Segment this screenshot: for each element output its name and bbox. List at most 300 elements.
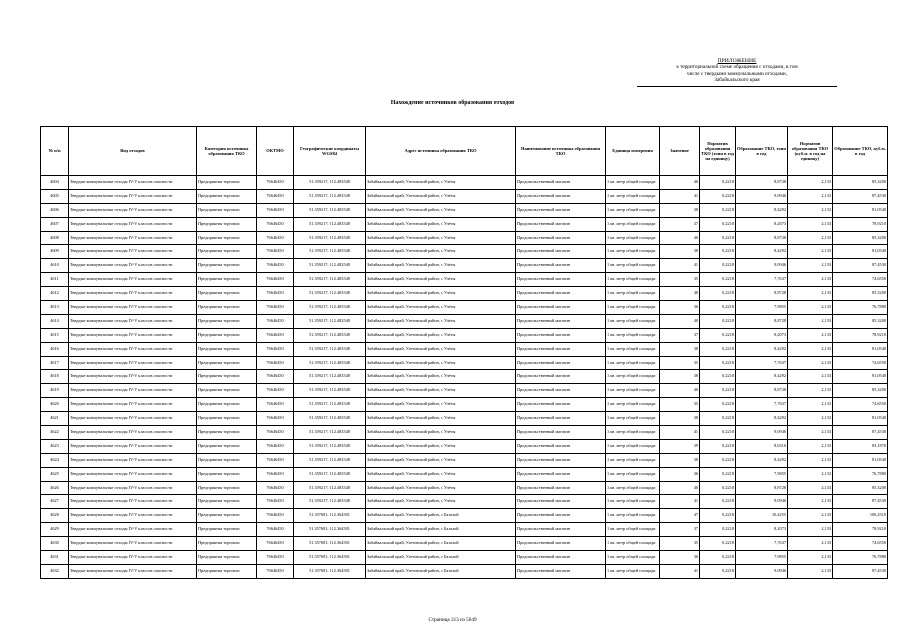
cell-norm-m3: 2,133 xyxy=(788,384,833,398)
cell-unit: 1 кв. метр общей площади xyxy=(606,217,660,231)
cell-value: 37 xyxy=(660,328,700,342)
cell-address: Забайкальский край, Улетовский район, с Бальзой xyxy=(366,551,516,565)
cell-norm-m3: 2,133 xyxy=(788,287,833,301)
cell-num: 4630 xyxy=(41,537,69,551)
cell-m3-year: 81,0540 xyxy=(833,203,888,217)
appendix-line: числе с твердыми коммунальными отходами, xyxy=(686,70,787,77)
cell-oktmo: 76646450 xyxy=(257,523,294,537)
cell-m3-year: 76,7880 xyxy=(833,551,888,565)
cell-unit: 1 кв. метр общей площади xyxy=(606,328,660,342)
cell-num: 4622 xyxy=(41,426,69,440)
cell-oktmo: 76646450 xyxy=(257,342,294,356)
cell-norm-tons: 0,2218 xyxy=(700,370,736,384)
cell-oktmo: 76646450 xyxy=(257,259,294,273)
cell-source-name: Продовольственный магазин xyxy=(516,537,606,551)
cell-source-name: Продовольственный магазин xyxy=(516,426,606,440)
cell-num: 4615 xyxy=(41,328,69,342)
cell-value: 40 xyxy=(660,176,700,190)
cell-oktmo: 76646450 xyxy=(257,551,294,565)
cell-source-name: Продовольственный магазин xyxy=(516,398,606,412)
appendix-block xyxy=(637,58,837,87)
cell-category: Предприятия торговли xyxy=(197,176,257,190)
cell-waste-type: Твердые коммунальные отходы IV-V классов опасности xyxy=(69,564,197,578)
cell-value: 36 xyxy=(660,467,700,481)
table-row xyxy=(41,398,888,412)
cell-waste-type: Твердые коммунальные отходы IV-V классов опасности xyxy=(69,426,197,440)
appendix-title: ПРИЛОЖЕНИЕ xyxy=(717,58,757,64)
cell-coordinates: 51.359217; 112.483548 xyxy=(294,342,366,356)
cell-value: 38 xyxy=(660,370,700,384)
table-row xyxy=(41,259,888,273)
cell-waste-type: Твердые коммунальные отходы IV-V классов опасности xyxy=(69,328,197,342)
cell-m3-year: 81,0540 xyxy=(833,412,888,426)
cell-oktmo: 76646450 xyxy=(257,189,294,203)
cell-source-name: Продовольственный магазин xyxy=(516,412,606,426)
cell-category: Предприятия торговли xyxy=(197,523,257,537)
cell-source-name: Продовольственный магазин xyxy=(516,453,606,467)
table-row xyxy=(41,273,888,287)
cell-waste-type: Твердые коммунальные отходы IV-V классов опасности xyxy=(69,453,197,467)
cell-num: 4617 xyxy=(41,356,69,370)
cell-oktmo: 76646450 xyxy=(257,314,294,328)
table-row xyxy=(41,523,888,537)
cell-m3-year: 87,4530 xyxy=(833,495,888,509)
cell-coordinates: 51.359217; 112.483548 xyxy=(294,439,366,453)
cell-oktmo: 76646450 xyxy=(257,481,294,495)
cell-value: 38 xyxy=(660,453,700,467)
cell-unit: 1 кв. метр общей площади xyxy=(606,453,660,467)
cell-m3-year: 87,4530 xyxy=(833,189,888,203)
cell-tons-year: 8,4292 xyxy=(736,412,788,426)
cell-num: 4628 xyxy=(41,509,69,523)
cell-num: 4620 xyxy=(41,398,69,412)
cell-num: 4616 xyxy=(41,342,69,356)
cell-norm-m3: 2,133 xyxy=(788,328,833,342)
sources-table xyxy=(40,126,888,579)
cell-source-name: Продовольственный магазин xyxy=(516,509,606,523)
cell-norm-tons: 0,2218 xyxy=(700,523,736,537)
cell-value: 40 xyxy=(660,314,700,328)
cell-source-name: Продовольственный магазин xyxy=(516,176,606,190)
cell-value: 40 xyxy=(660,287,700,301)
cell-unit: 1 кв. метр общей площади xyxy=(606,426,660,440)
cell-address: Забайкальский край, Улетовский район, с Улёты xyxy=(366,314,516,328)
cell-coordinates: 51.359217; 112.483548 xyxy=(294,231,366,245)
cell-m3-year: 85,3200 xyxy=(833,384,888,398)
cell-norm-tons: 0,2218 xyxy=(700,384,736,398)
cell-source-name: Продовольственный магазин xyxy=(516,384,606,398)
table-row xyxy=(41,314,888,328)
cell-category: Предприятия торговли xyxy=(197,509,257,523)
cell-norm-m3: 2,133 xyxy=(788,467,833,481)
cell-m3-year: 85,3200 xyxy=(833,314,888,328)
cell-tons-year: 7,9855 xyxy=(736,301,788,315)
cell-waste-type: Твердые коммунальные отходы IV-V классов опасности xyxy=(69,551,197,565)
table-row xyxy=(41,384,888,398)
cell-coordinates: 51.359217; 112.483548 xyxy=(294,328,366,342)
cell-m3-year: 74,6550 xyxy=(833,356,888,370)
cell-source-name: Продовольственный магазин xyxy=(516,439,606,453)
cell-norm-tons: 0,2218 xyxy=(700,176,736,190)
cell-waste-type: Твердые коммунальные отходы IV-V классов опасности xyxy=(69,176,197,190)
cell-waste-type: Твердые коммунальные отходы IV-V классов опасности xyxy=(69,342,197,356)
cell-source-name: Продовольственный магазин xyxy=(516,203,606,217)
cell-tons-year: 9,0946 xyxy=(736,426,788,440)
cell-norm-tons: 0,2218 xyxy=(700,564,736,578)
cell-unit: 1 кв. метр общей площади xyxy=(606,495,660,509)
cell-address: Забайкальский край, Улетовский район, с Улёты xyxy=(366,273,516,287)
cell-tons-year: 7,9855 xyxy=(736,551,788,565)
cell-oktmo: 76646450 xyxy=(257,509,294,523)
table-row xyxy=(41,467,888,481)
cell-source-name: Продовольственный магазин xyxy=(516,231,606,245)
cell-num: 4610 xyxy=(41,259,69,273)
cell-num: 4607 xyxy=(41,217,69,231)
cell-tons-year: 7,7637 xyxy=(736,537,788,551)
cell-tons-year: 8,4292 xyxy=(736,245,788,259)
cell-norm-tons: 0,2218 xyxy=(700,314,736,328)
cell-address: Забайкальский край, Улетовский район, с Улёты xyxy=(366,189,516,203)
cell-num: 4618 xyxy=(41,370,69,384)
cell-waste-type: Твердые коммунальные отходы IV-V классов опасности xyxy=(69,273,197,287)
table-row xyxy=(41,551,888,565)
cell-m3-year: 87,4530 xyxy=(833,259,888,273)
cell-unit: 1 кв. метр общей площади xyxy=(606,481,660,495)
cell-value: 41 xyxy=(660,564,700,578)
cell-unit: 1 кв. метр общей площади xyxy=(606,273,660,287)
cell-m3-year: 76,7880 xyxy=(833,301,888,315)
header-oktmo: ОКТМО xyxy=(257,127,294,176)
cell-norm-tons: 0,2218 xyxy=(700,287,736,301)
cell-source-name: Продовольственный магазин xyxy=(516,495,606,509)
cell-norm-tons: 0,2218 xyxy=(700,342,736,356)
cell-coordinates: 51.359217; 112.483548 xyxy=(294,398,366,412)
cell-num: 4623 xyxy=(41,439,69,453)
cell-value: 41 xyxy=(660,189,700,203)
cell-waste-type: Твердые коммунальные отходы IV-V классов опасности xyxy=(69,509,197,523)
cell-norm-tons: 0,2218 xyxy=(700,301,736,315)
cell-norm-m3: 2,133 xyxy=(788,495,833,509)
cell-num: 4614 xyxy=(41,314,69,328)
cell-norm-tons: 0,2218 xyxy=(700,356,736,370)
cell-norm-m3: 2,133 xyxy=(788,509,833,523)
cell-unit: 1 кв. метр общей площади xyxy=(606,245,660,259)
cell-value: 40 xyxy=(660,231,700,245)
cell-coordinates: 51.359217; 112.483548 xyxy=(294,370,366,384)
cell-num: 4606 xyxy=(41,203,69,217)
cell-category: Предприятия торговли xyxy=(197,203,257,217)
cell-unit: 1 кв. метр общей площади xyxy=(606,537,660,551)
cell-waste-type: Твердые коммунальные отходы IV-V классов опасности xyxy=(69,287,197,301)
cell-category: Предприятия торговли xyxy=(197,398,257,412)
cell-m3-year: 83,1870 xyxy=(833,439,888,453)
cell-unit: 1 кв. метр общей площади xyxy=(606,301,660,315)
cell-norm-m3: 2,133 xyxy=(788,453,833,467)
cell-norm-tons: 0,2218 xyxy=(700,537,736,551)
cell-num: 4619 xyxy=(41,384,69,398)
cell-value: 37 xyxy=(660,217,700,231)
cell-num: 4608 xyxy=(41,231,69,245)
cell-tons-year: 8,8728 xyxy=(736,176,788,190)
header-unit: Единица измерения xyxy=(606,127,660,176)
cell-address: Забайкальский край, Улетовский район, с Улёты xyxy=(366,259,516,273)
cell-unit: 1 кв. метр общей площади xyxy=(606,314,660,328)
cell-value: 41 xyxy=(660,495,700,509)
cell-m3-year: 78,9210 xyxy=(833,217,888,231)
cell-unit: 1 кв. метр общей площади xyxy=(606,384,660,398)
cell-address: Забайкальский край, Улетовский район, с Улёты xyxy=(366,176,516,190)
table-row xyxy=(41,217,888,231)
cell-tons-year: 8,4292 xyxy=(736,342,788,356)
cell-address: Забайкальский край, Улетовский район, с Улёты xyxy=(366,453,516,467)
cell-norm-m3: 2,133 xyxy=(788,426,833,440)
cell-coordinates: 51.359217; 112.483548 xyxy=(294,426,366,440)
header-value: Значение xyxy=(660,127,700,176)
cell-address: Забайкальский край, Улетовский район, с Бальзой xyxy=(366,564,516,578)
table-row xyxy=(41,453,888,467)
cell-oktmo: 76646450 xyxy=(257,176,294,190)
cell-waste-type: Твердые коммунальные отходы IV-V классов опасности xyxy=(69,537,197,551)
table-header-row xyxy=(41,127,888,176)
cell-coordinates: 51.359217; 112.483548 xyxy=(294,481,366,495)
cell-m3-year: 74,6550 xyxy=(833,398,888,412)
cell-coordinates: 51.359217; 112.483548 xyxy=(294,495,366,509)
page-footer: Страница 313 из 5049 xyxy=(428,617,477,623)
cell-norm-m3: 2,133 xyxy=(788,564,833,578)
cell-category: Предприятия торговли xyxy=(197,439,257,453)
cell-tons-year: 9,0946 xyxy=(736,189,788,203)
cell-num: 4624 xyxy=(41,453,69,467)
cell-unit: 1 кв. метр общей площади xyxy=(606,370,660,384)
cell-value: 38 xyxy=(660,245,700,259)
cell-category: Предприятия торговли xyxy=(197,231,257,245)
cell-num: 4609 xyxy=(41,245,69,259)
cell-norm-m3: 2,133 xyxy=(788,301,833,315)
document-title: Нахождение источников образования отходов xyxy=(390,100,515,106)
cell-unit: 1 кв. метр общей площади xyxy=(606,398,660,412)
cell-oktmo: 76646450 xyxy=(257,537,294,551)
cell-norm-tons: 0,2218 xyxy=(700,467,736,481)
table-row xyxy=(41,481,888,495)
cell-unit: 1 кв. метр общей площади xyxy=(606,356,660,370)
cell-m3-year: 87,4530 xyxy=(833,426,888,440)
cell-coordinates: 51.359217; 112.483548 xyxy=(294,314,366,328)
cell-value: 38 xyxy=(660,203,700,217)
cell-waste-type: Твердые коммунальные отходы IV-V классов опасности xyxy=(69,439,197,453)
cell-waste-type: Твердые коммунальные отходы IV-V классов опасности xyxy=(69,384,197,398)
cell-num: 4612 xyxy=(41,287,69,301)
cell-oktmo: 76646450 xyxy=(257,426,294,440)
cell-m3-year: 85,3200 xyxy=(833,481,888,495)
cell-norm-tons: 0,2218 xyxy=(700,439,736,453)
cell-waste-type: Твердые коммунальные отходы IV-V классов опасности xyxy=(69,412,197,426)
cell-address: Забайкальский край, Улетовский район, с Улёты xyxy=(366,356,516,370)
cell-waste-type: Твердые коммунальные отходы IV-V классов опасности xyxy=(69,495,197,509)
table-row xyxy=(41,426,888,440)
cell-m3-year: 78,9210 xyxy=(833,523,888,537)
cell-address: Забайкальский край, Улетовский район, с Улёты xyxy=(366,287,516,301)
cell-coordinates: 51.357681; 112.364501 xyxy=(294,523,366,537)
cell-address: Забайкальский край, Улетовский район, с Улёты xyxy=(366,217,516,231)
cell-waste-type: Твердые коммунальные отходы IV-V классов опасности xyxy=(69,481,197,495)
cell-unit: 1 кв. метр общей площади xyxy=(606,439,660,453)
cell-category: Предприятия торговли xyxy=(197,217,257,231)
cell-category: Предприятия торговли xyxy=(197,564,257,578)
header-m3-year: Образование ТКО, куб.м. в год xyxy=(833,127,888,176)
cell-value: 37 xyxy=(660,523,700,537)
cell-m3-year: 81,0540 xyxy=(833,453,888,467)
cell-value: 41 xyxy=(660,259,700,273)
cell-source-name: Продовольственный магазин xyxy=(516,481,606,495)
cell-waste-type: Твердые коммунальные отходы IV-V классов опасности xyxy=(69,301,197,315)
table-row xyxy=(41,564,888,578)
cell-category: Предприятия торговли xyxy=(197,189,257,203)
cell-source-name: Продовольственный магазин xyxy=(516,189,606,203)
cell-norm-tons: 0,2218 xyxy=(700,203,736,217)
cell-tons-year: 9,0946 xyxy=(736,495,788,509)
header-waste-type: Вид отходов xyxy=(69,127,197,176)
cell-coordinates: 51.359217; 112.483548 xyxy=(294,273,366,287)
cell-num: 4625 xyxy=(41,467,69,481)
cell-unit: 1 кв. метр общей площади xyxy=(606,259,660,273)
cell-coordinates: 51.359217; 112.483548 xyxy=(294,356,366,370)
cell-waste-type: Твердые коммунальные отходы IV-V классов опасности xyxy=(69,398,197,412)
cell-address: Забайкальский край, Улетовский район, с Улёты xyxy=(366,426,516,440)
cell-value: 35 xyxy=(660,356,700,370)
table-body xyxy=(41,176,888,579)
cell-value: 40 xyxy=(660,481,700,495)
table-row xyxy=(41,495,888,509)
cell-coordinates: 51.359217; 112.483548 xyxy=(294,467,366,481)
cell-address: Забайкальский край, Улетовский район, с Улёты xyxy=(366,245,516,259)
cell-oktmo: 76646450 xyxy=(257,203,294,217)
cell-norm-tons: 0,2218 xyxy=(700,189,736,203)
table-row xyxy=(41,231,888,245)
cell-category: Предприятия торговли xyxy=(197,328,257,342)
cell-tons-year: 8,6510 xyxy=(736,439,788,453)
cell-num: 4626 xyxy=(41,481,69,495)
cell-address: Забайкальский край, Улетовский район, с Бальзой xyxy=(366,537,516,551)
cell-coordinates: 51.357681; 112.364501 xyxy=(294,537,366,551)
cell-coordinates: 51.359217; 112.483548 xyxy=(294,453,366,467)
cell-waste-type: Твердые коммунальные отходы IV-V классов опасности xyxy=(69,217,197,231)
cell-coordinates: 51.359217; 112.483548 xyxy=(294,301,366,315)
cell-waste-type: Твердые коммунальные отходы IV-V классов опасности xyxy=(69,370,197,384)
cell-norm-tons: 0,2218 xyxy=(700,426,736,440)
table-row xyxy=(41,356,888,370)
cell-address: Забайкальский край, Улетовский район, с Улёты xyxy=(366,495,516,509)
table-row xyxy=(41,287,888,301)
cell-address: Забайкальский край, Улетовский район, с Улёты xyxy=(366,231,516,245)
cell-category: Предприятия торговли xyxy=(197,259,257,273)
cell-coordinates: 51.359217; 112.483548 xyxy=(294,203,366,217)
cell-address: Забайкальский край, Улетовский район, с Улёты xyxy=(366,467,516,481)
cell-category: Предприятия торговли xyxy=(197,314,257,328)
header-norm-m3: Норматив образования ТКО (куб.м. в год на единицу) xyxy=(788,127,833,176)
cell-coordinates: 51.359217; 112.483548 xyxy=(294,189,366,203)
cell-source-name: Продовольственный магазин xyxy=(516,217,606,231)
table-row xyxy=(41,301,888,315)
cell-waste-type: Твердые коммунальные отходы IV-V классов опасности xyxy=(69,203,197,217)
cell-coordinates: 51.359217; 112.483548 xyxy=(294,259,366,273)
cell-norm-m3: 2,133 xyxy=(788,176,833,190)
cell-value: 38 xyxy=(660,342,700,356)
cell-oktmo: 76646450 xyxy=(257,217,294,231)
cell-oktmo: 76646450 xyxy=(257,564,294,578)
cell-value: 35 xyxy=(660,398,700,412)
cell-value: 35 xyxy=(660,537,700,551)
cell-source-name: Продовольственный магазин xyxy=(516,551,606,565)
cell-coordinates: 51.359217; 112.483548 xyxy=(294,287,366,301)
cell-source-name: Продовольственный магазин xyxy=(516,328,606,342)
header-coordinates: Географические координаты WGS84 xyxy=(294,127,366,176)
cell-tons-year: 8,4292 xyxy=(736,453,788,467)
cell-category: Предприятия торговли xyxy=(197,412,257,426)
cell-coordinates: 51.359217; 112.483548 xyxy=(294,384,366,398)
cell-norm-tons: 0,2218 xyxy=(700,495,736,509)
cell-norm-m3: 2,133 xyxy=(788,523,833,537)
cell-unit: 1 кв. метр общей площади xyxy=(606,203,660,217)
cell-num: 4627 xyxy=(41,495,69,509)
cell-category: Предприятия торговли xyxy=(197,384,257,398)
table-row xyxy=(41,412,888,426)
cell-oktmo: 76646450 xyxy=(257,439,294,453)
cell-norm-m3: 2,133 xyxy=(788,273,833,287)
cell-coordinates: 51.359217; 112.483548 xyxy=(294,412,366,426)
cell-norm-tons: 0,2218 xyxy=(700,412,736,426)
cell-address: Забайкальский край, Улетовский район, с Улёты xyxy=(366,342,516,356)
header-category: Категория источника образования ТКО xyxy=(197,127,257,176)
cell-norm-m3: 2,133 xyxy=(788,231,833,245)
cell-num: 4632 xyxy=(41,564,69,578)
cell-waste-type: Твердые коммунальные отходы IV-V классов опасности xyxy=(69,314,197,328)
cell-oktmo: 76646450 xyxy=(257,453,294,467)
cell-unit: 1 кв. метр общей площади xyxy=(606,564,660,578)
cell-unit: 1 кв. метр общей площади xyxy=(606,509,660,523)
cell-norm-m3: 2,133 xyxy=(788,370,833,384)
cell-waste-type: Твердые коммунальные отходы IV-V классов опасности xyxy=(69,259,197,273)
cell-tons-year: 10,4255 xyxy=(736,509,788,523)
cell-norm-tons: 0,2218 xyxy=(700,245,736,259)
cell-address: Забайкальский край, Улетовский район, с Бальзой xyxy=(366,523,516,537)
cell-oktmo: 76646450 xyxy=(257,301,294,315)
cell-category: Предприятия торговли xyxy=(197,287,257,301)
cell-norm-m3: 2,133 xyxy=(788,412,833,426)
cell-category: Предприятия торговли xyxy=(197,245,257,259)
cell-m3-year: 76,7880 xyxy=(833,467,888,481)
cell-coordinates: 51.357681; 112.364501 xyxy=(294,551,366,565)
cell-tons-year: 8,2073 xyxy=(736,328,788,342)
cell-source-name: Продовольственный магазин xyxy=(516,356,606,370)
cell-tons-year: 8,4292 xyxy=(736,203,788,217)
cell-m3-year: 85,3200 xyxy=(833,176,888,190)
cell-address: Забайкальский край, Улетовский район, с Улёты xyxy=(366,398,516,412)
cell-source-name: Продовольственный магазин xyxy=(516,342,606,356)
cell-source-name: Продовольственный магазин xyxy=(516,287,606,301)
cell-norm-tons: 0,2218 xyxy=(700,551,736,565)
table-row xyxy=(41,342,888,356)
cell-category: Предприятия торговли xyxy=(197,495,257,509)
cell-num: 4621 xyxy=(41,412,69,426)
cell-waste-type: Твердые коммунальные отходы IV-V классов опасности xyxy=(69,245,197,259)
cell-norm-tons: 0,2218 xyxy=(700,231,736,245)
cell-oktmo: 76646450 xyxy=(257,370,294,384)
cell-coordinates: 51.357681; 112.364501 xyxy=(294,564,366,578)
table-row xyxy=(41,439,888,453)
cell-address: Забайкальский край, Улетовский район, с Улёты xyxy=(366,412,516,426)
table-row xyxy=(41,176,888,190)
cell-m3-year: 81,0540 xyxy=(833,370,888,384)
